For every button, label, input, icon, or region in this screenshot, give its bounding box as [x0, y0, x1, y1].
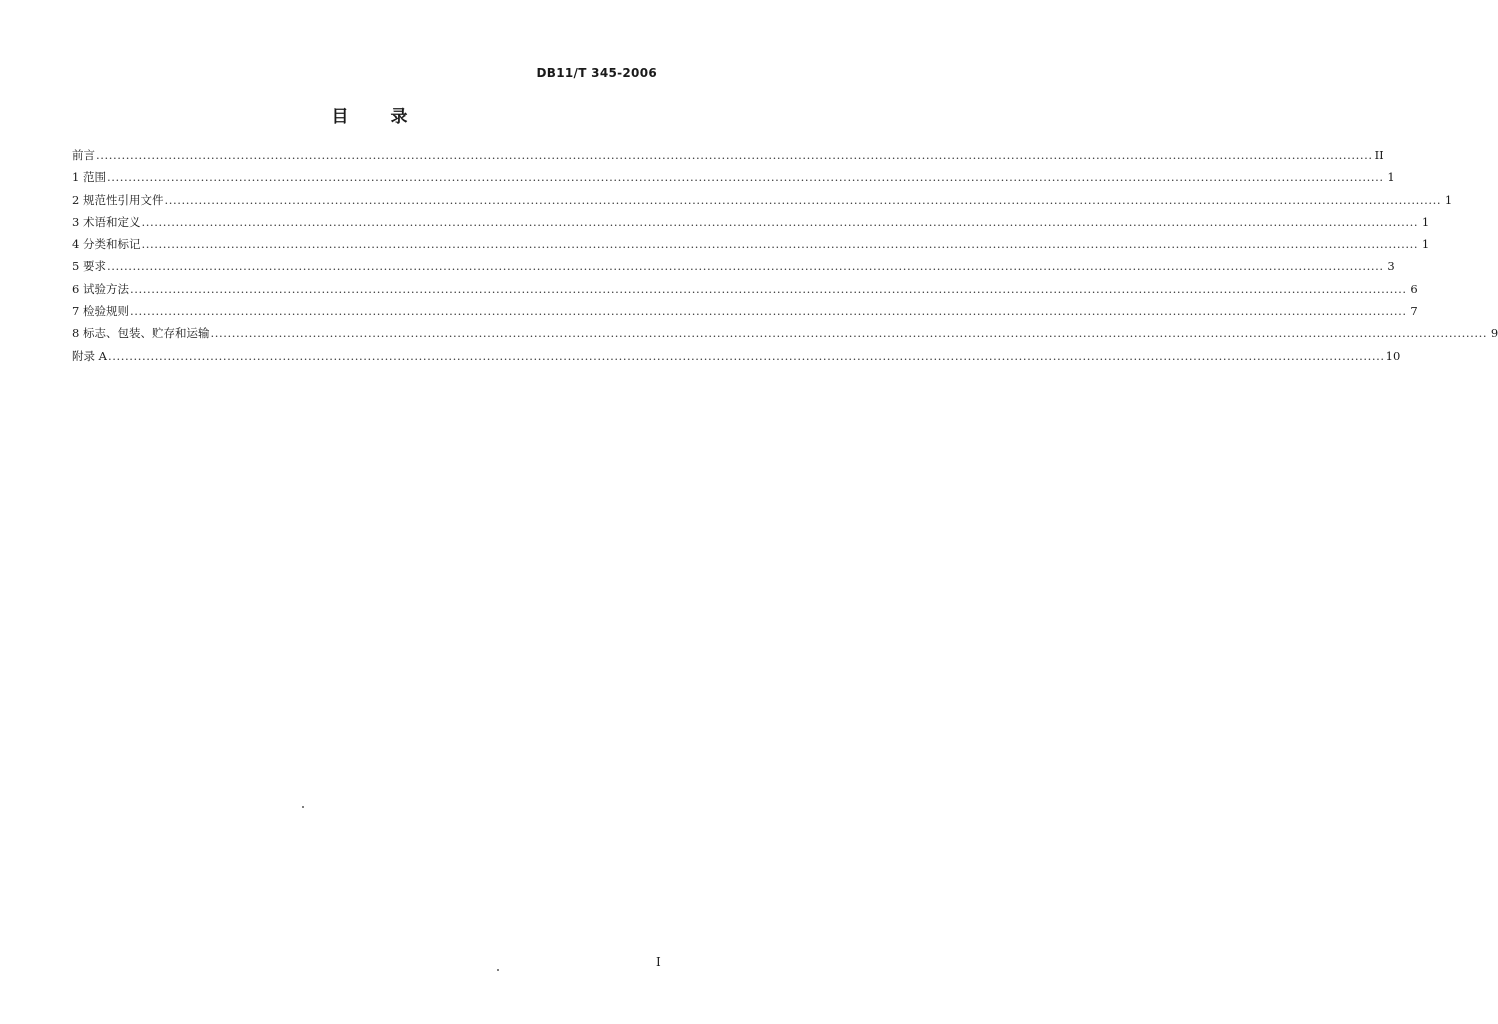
toc-entry-label: 6 试验方法 [72, 281, 129, 296]
toc-title: 目 录 [331, 107, 426, 127]
scan-speck [497, 969, 499, 971]
toc-entry[interactable] [72, 255, 1395, 277]
toc-entry-label: 附录 A [72, 348, 107, 363]
toc-dot-leader: ............................................................................................................................................................................................................................................................................................................ [164, 192, 1442, 207]
toc-entry-label: 1 范围 [72, 170, 106, 185]
scan-speck [302, 806, 304, 808]
toc-entry[interactable] [72, 144, 1384, 166]
toc-entry-page: 9 [1490, 326, 1498, 341]
toc-dot-leader: ............................................................................................................................................................................................................................................................................................................ [129, 304, 1407, 319]
toc-entry-page: 3 [1387, 259, 1395, 274]
toc-dot-leader: ............................................................................................................................................................................................................................................................................................................ [106, 259, 1384, 274]
toc-entry[interactable] [72, 278, 1418, 300]
toc-dot-leader: ............................................................................................................................................................................................................................................................................................................ [106, 170, 1384, 185]
toc-entry-label: 3 术语和定义 [72, 214, 141, 229]
toc-entry-page: 1 [1444, 192, 1453, 207]
toc-entry[interactable] [72, 345, 1401, 367]
toc-entry[interactable] [72, 233, 1430, 255]
toc-entry[interactable] [72, 300, 1418, 322]
toc-entry-label: 7 检验规则 [72, 304, 129, 319]
toc-entry-page: 10 [1385, 348, 1401, 363]
toc-entry-label: 8 标志、包装、贮存和运输 [72, 326, 210, 341]
toc-entry[interactable] [72, 211, 1430, 233]
toc-dot-leader: ............................................................................................................................................................................................................................................................................................................ [141, 214, 1419, 229]
toc-entry-page: II [1374, 148, 1384, 162]
toc-dot-leader: ............................................................................................................................................................................................................................................................................................................ [141, 237, 1419, 252]
toc-dot-leader: ............................................................................................................................................................................................................................................................................................................ [96, 148, 1373, 162]
toc-dot-leader: ............................................................................................................................................................................................................................................................................................................ [107, 348, 1385, 363]
toc-entry-page: 6 [1410, 281, 1418, 296]
toc-entry[interactable] [72, 322, 1498, 344]
toc-dot-leader: ............................................................................................................................................................................................................................................................................................................ [210, 326, 1488, 341]
toc-entry-page: 1 [1421, 237, 1430, 252]
toc-entry-page: 1 [1387, 170, 1395, 185]
toc-entry-label: 前言 [72, 148, 95, 162]
table-of-contents [72, 144, 1498, 367]
standard-code: DB11/T 345-2006 [536, 66, 657, 80]
toc-entry-label: 5 要求 [72, 259, 106, 274]
toc-entry[interactable] [72, 189, 1453, 211]
page-number: I [656, 955, 661, 969]
toc-entry-page: 7 [1410, 304, 1418, 319]
toc-entry-label: 4 分类和标记 [72, 237, 141, 252]
toc-dot-leader: ............................................................................................................................................................................................................................................................................................................ [129, 281, 1407, 296]
toc-entry-page: 1 [1421, 214, 1430, 229]
toc-entry[interactable] [72, 166, 1395, 188]
toc-entry-label: 2 规范性引用文件 [72, 192, 164, 207]
